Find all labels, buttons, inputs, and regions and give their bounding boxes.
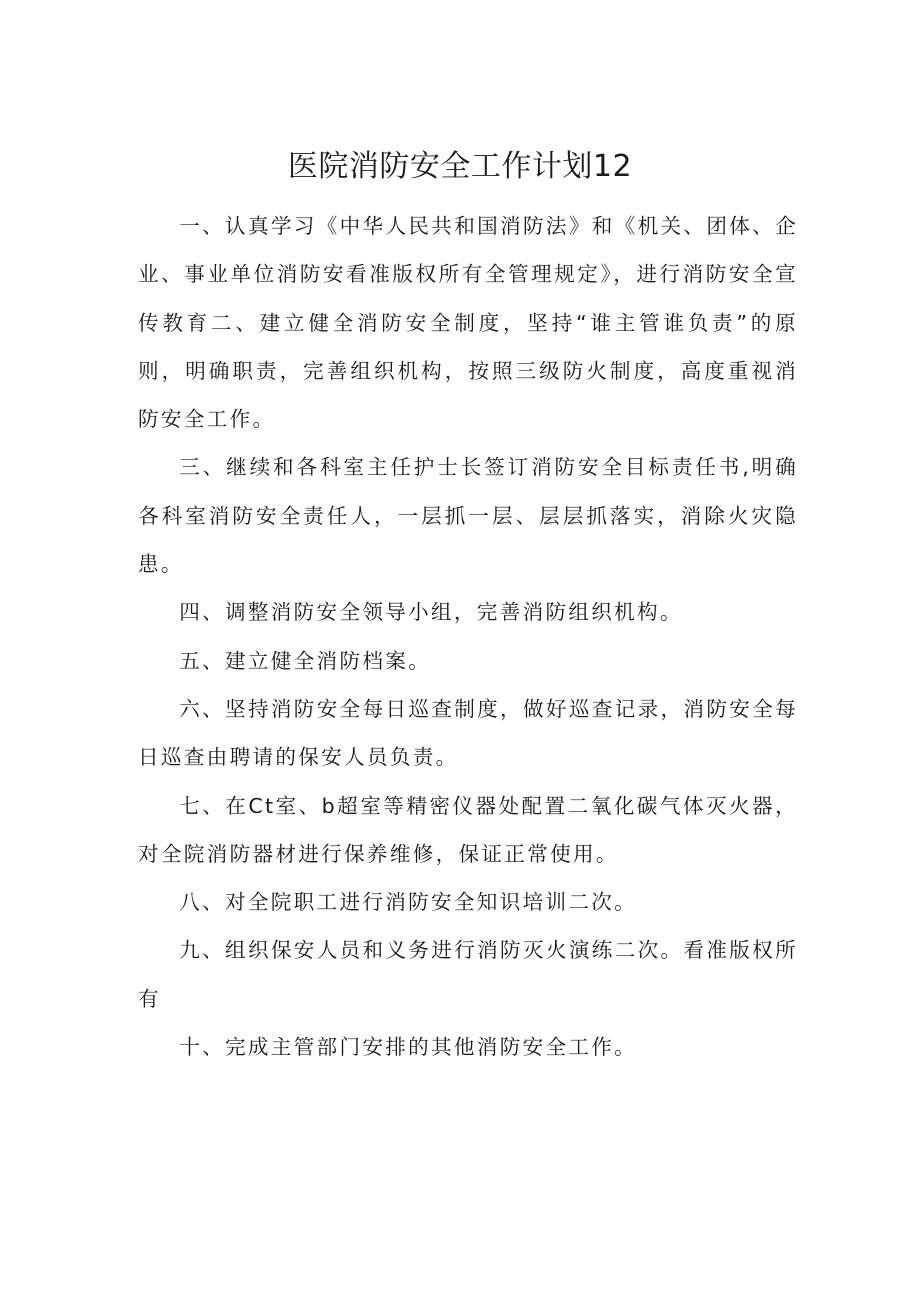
paragraph-1: 一、认真学习《中华人民共和国消防法》和《机关、团体、企业、事业单位消防安看准版权所有全管理规定》，进行消防安全宣传教育二、建立健全消防安全制度，坚持“谁主管谁负责”的原则，明确职责，完善组织机构，按照三级防火制度，高度重视消防安全工作。 — [138, 214, 798, 432]
paragraph-6: 七、在Ct室、b超室等精密仪器处配置二氧化碳气体灭火器，对全院消防器材进行保养维修，保证正常使用。 — [138, 793, 798, 866]
paragraph-9: 十、完成主管部门安排的其他消防安全工作。 — [179, 1035, 638, 1060]
document-title: 医院消防安全工作计划12 — [287, 149, 633, 184]
paragraph-2: 三、继续和各科室主任护士长签订消防安全目标责任书,明确各科室消防安全责任人，一层抓一层、层层抓落实，消除火灾隐患。 — [138, 455, 798, 577]
paragraph-4: 五、建立健全消防档案。 — [179, 648, 432, 673]
paragraph-8: 九、组织保安人员和义务进行消防灭火演练二次。看准版权所有 — [138, 938, 798, 1011]
document-body — [138, 202, 798, 1071]
paragraph-5: 六、坚持消防安全每日巡查制度，做好巡查记录，消防安全每日巡查由聘请的保安人员负责。 — [138, 696, 798, 770]
paragraph-3: 四、调整消防安全领导小组，完善消防组织机构。 — [179, 600, 683, 625]
paragraph-7: 八、对全院职工进行消防安全知识培训二次。 — [179, 890, 638, 915]
